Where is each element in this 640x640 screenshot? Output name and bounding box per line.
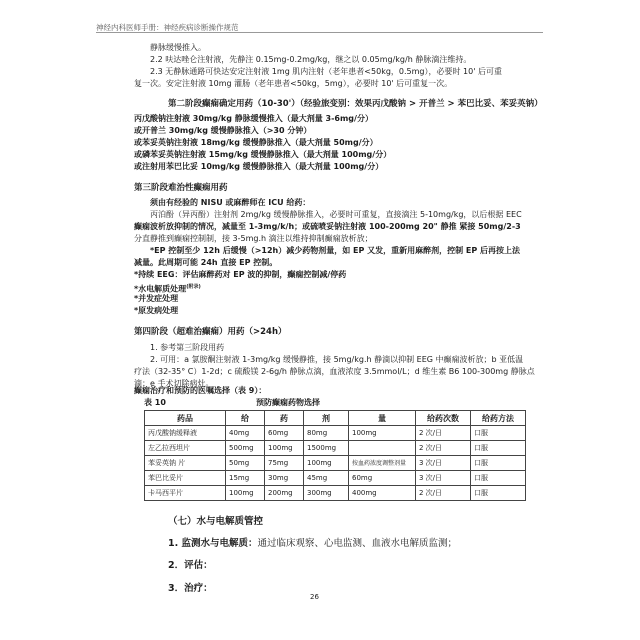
table-cell: 60mg xyxy=(265,426,304,441)
table-row xyxy=(145,471,526,486)
p1-text: 通过临床观察、心电监测、血液水电解质监测； xyxy=(257,538,458,549)
table-cell: 卡马西平片 xyxy=(145,486,226,501)
table-cell: 100mg xyxy=(304,456,349,471)
table-cell: 2 次/日 xyxy=(416,486,471,501)
section7-title: （七）水与电解质管控 xyxy=(168,516,264,527)
table-cell: 口服 xyxy=(471,456,526,471)
table-header: 药 xyxy=(265,411,304,426)
table-cell: 45mg xyxy=(304,471,349,486)
table-header: 量 xyxy=(349,411,416,426)
bullet-text: *水电解质处理 xyxy=(134,284,187,294)
intro-line-2: 2.2 呋达唑仑注射液，先静注 0.15mg-0.2mg/kg，继之以 0.05mg/kg/h 静脉滴注维持。 xyxy=(150,55,472,64)
table-cell: 苯妥英钠 片 xyxy=(145,456,226,471)
page-number: 26 xyxy=(310,593,319,601)
stage3-bullet: *原发病处理 xyxy=(134,306,179,315)
stage4-item: 滴；e 手术切除病灶。 xyxy=(134,379,214,388)
stage4-item: 1. 参考第三阶段用药 xyxy=(150,343,225,352)
table-header: 剂 xyxy=(304,411,349,426)
table-cell: 200mg xyxy=(265,486,304,501)
intro-line-1: 静脉缓慢推入。 xyxy=(150,43,206,52)
stage3-bullet: *持续 EEG：评估麻醉药对 EP 波的抑制，癫痫控制减/停药 xyxy=(134,270,347,279)
stage2-item: 或注射用苯巴比妥 10mg/kg 缓慢静脉推入（最大剂量 100mg/分） xyxy=(134,162,384,171)
running-header: 神经内科医师手册：神经疾病诊断操作规范 xyxy=(96,23,239,32)
stage2-item: 或开普兰 30mg/kg 缓慢静脉推入（>30 分钟） xyxy=(134,126,312,135)
table-title: 预防癫痫药物选择 xyxy=(256,398,320,407)
bullet-superscript: (附录) xyxy=(186,284,201,290)
section7-p1 xyxy=(168,535,457,549)
intro-line-3: 2.3 无静脉通路可快达安定注射液 1mg 肌内注射（老年患者<50kg，0.5mg），必要时 10' 后可重 xyxy=(150,67,502,76)
stage3-body: 癫痫波析放抑制的情况，减量至 1-3mg/k/h；或硫喷妥钠注射液 100-200mg 20" 静推 紧接 50mg/2-3 xyxy=(134,222,521,231)
table-intro: 癫痫治疗和预防的医嘱选择（表 9）： xyxy=(134,386,267,395)
table-cell: 3 次/日 xyxy=(416,471,471,486)
table-cell: 左乙拉西坦片 xyxy=(145,441,226,456)
stage2-item: 或磷苯妥英钠注射液 15mg/kg 缓慢静脉推入（最大剂量 100mg/分） xyxy=(134,150,392,159)
stage2-item: 或苯妥英钠注射液 18mg/kg 缓慢静脉推入（最大剂量 50mg/分） xyxy=(134,138,378,147)
table-header: 药品 xyxy=(145,411,226,426)
table-cell: 丙戊酸钠缓释液 xyxy=(145,426,226,441)
table-cell xyxy=(349,441,416,456)
table-cell: 100mg xyxy=(349,426,416,441)
table-cell: 60mg xyxy=(349,471,416,486)
table-cell: 口服 xyxy=(471,471,526,486)
table-cell: 2 次/日 xyxy=(416,426,471,441)
table-cell: 80mg xyxy=(304,426,349,441)
p1-label: 1. 监测水与电解质： xyxy=(168,538,258,549)
table-cell: 300mg xyxy=(304,486,349,501)
stage3-body: 分直静推到癫痫控制制，接 3-5mg.h 滴注以维持抑制癫痫放析放； xyxy=(134,234,373,243)
table-header-row xyxy=(145,411,526,426)
stage2-item: 丙戊酸钠注射液 30mg/kg 静脉缓慢推入（最大剂量 3-6mg/分） xyxy=(134,114,373,123)
stage4-title: 第四阶段（超难治癫痫）用药（>24h） xyxy=(134,327,287,337)
table-cell: 苯巴比妥片 xyxy=(145,471,226,486)
table-header: 给药次数 xyxy=(416,411,471,426)
table-cell: 400mg xyxy=(349,486,416,501)
table-row xyxy=(145,441,526,456)
table-cell: 口服 xyxy=(471,486,526,501)
table-row xyxy=(145,426,526,441)
table-cell: 1500mg xyxy=(304,441,349,456)
table-cell: 口服 xyxy=(471,426,526,441)
table-number: 表 10 xyxy=(144,398,166,407)
intro-line-4: 复一次。安定注射液 10mg 灌肠（老年患者<50kg，5mg），必要时 10' 后可重复一次。 xyxy=(134,79,453,88)
stage4-item: 2. 可用：a 氯胺酮注射液 1-3mg/kg 缓慢静推，接 5mg/kg.h 静滴以抑制 EEG 中癫痫波析放；b 亚低温 xyxy=(150,355,524,364)
stage3-bullet xyxy=(134,282,201,295)
table-cell: 500mg xyxy=(226,441,265,456)
header-rule xyxy=(96,32,543,33)
table-cell: 100mg xyxy=(226,486,265,501)
section7-p2: 2．评估： xyxy=(168,560,213,571)
stage3-title: 第三阶段难治性癫痫用药 xyxy=(134,183,228,193)
table-row xyxy=(145,486,526,501)
table-cell: 3 次/日 xyxy=(416,456,471,471)
table-cell: 15mg xyxy=(226,471,265,486)
section7-p3: 3．治疗： xyxy=(168,583,213,594)
table-header: 给 xyxy=(226,411,265,426)
stage3-body: 减量。此周期可能 24h 直接 EP 控制。 xyxy=(134,258,278,267)
table-row xyxy=(145,456,526,471)
stage3-intro: 须由有经验的 NISU 或麻醉师在 ICU 给药： xyxy=(150,198,311,207)
table-cell: 40mg xyxy=(226,426,265,441)
table-header: 给药方法 xyxy=(471,411,526,426)
table-cell: 50mg xyxy=(226,456,265,471)
stage4-item: 疗法（32-35° C）1-2d；c 硫酸镁 2-6g/h 静脉点滴，血液浓度 3.5mmol/L；d 维生素 B6 100-300mg 静脉点 xyxy=(134,367,535,376)
table-cell: 30mg xyxy=(265,471,304,486)
table-cell: 口服 xyxy=(471,441,526,456)
drug-table xyxy=(144,410,526,501)
table-cell: 100mg xyxy=(265,441,304,456)
table-cell: 2 次/日 xyxy=(416,441,471,456)
stage3-body: *EP 控制至少 12h 后缓慢（>12h）减少药物剂量，如 EP 又发，重新用麻醉剂，控制 EP 后再按上法 xyxy=(150,246,521,255)
table-cell: 75mg xyxy=(265,456,304,471)
table-cell: 按血药浓度调整剂量 xyxy=(349,456,416,471)
stage2-title: 第二阶段癫痫确定用药（10-30'）（经验旅变别：效果丙戊酸钠 > 开普兰 > 苯巴比妥、苯妥英钠） xyxy=(168,99,543,109)
stage3-body: 丙泊酚（异丙酚）注射剂 2mg/kg 缓慢静脉推入，必要时可重复，直接滴注 5-10mg/kg，以后根据 EEC xyxy=(150,210,522,219)
stage3-bullet: *并发症处理 xyxy=(134,294,179,303)
